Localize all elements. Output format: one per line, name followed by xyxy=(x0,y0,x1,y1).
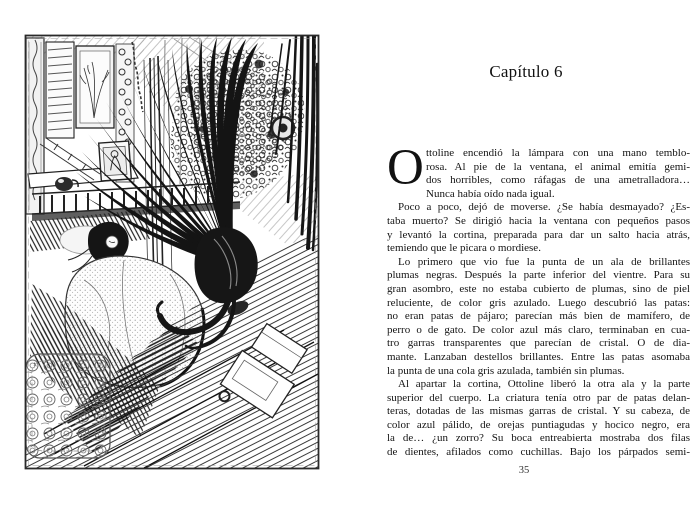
text-line: ttoline encendió la lámpara con una mano temblo- xyxy=(426,147,690,159)
text-line: mante. Lanzaban destellos brillantes. Entre las patas asomaba xyxy=(387,350,690,363)
text-line: plumas negras. Después la parte inferior del vientre. Para su xyxy=(387,269,690,282)
text-line: tro garras transparentes que parecían de cristal. O de dia- xyxy=(387,337,690,350)
book-illustration xyxy=(24,34,320,470)
text-line: taba muerto? Se dirigió hacia la ventana con pequeños pasos xyxy=(387,214,690,227)
text-line: y levantó la cortina, preparada para dar un salto hacia atrás, xyxy=(387,228,690,241)
text-line: color azul pálido, de orejas puntiagudas y hocico negro, era xyxy=(387,418,690,431)
page-number: 35 xyxy=(518,465,530,476)
text-line: la de… ¿un zorro? Su boca entreabierta mostraba dos filas xyxy=(387,432,690,445)
text-line: temiendo que le picara o mordiese. xyxy=(387,242,541,255)
text-line: superior del cuerpo. La criatura tenía otro par de patas delan- xyxy=(387,391,690,404)
text-line: teras, dotadas de las mismas garras de cristal. Y su cabeza, de xyxy=(387,405,690,418)
text-line: la punta de una cola gris azulada, también sin plumas. xyxy=(387,364,625,377)
text-line: Al apartar la cortina, Ottoline liberó la otra ala y la parte xyxy=(398,378,690,391)
text-line: dos horribles, como ráfagas de una ametralladora… xyxy=(426,174,690,187)
text-line: Nunca había oído nada igual. xyxy=(426,187,555,200)
text-line: reluciente, de color gris azulado. Luego descubrió las patas: xyxy=(387,296,690,309)
text-line: Poco a poco, dejó de moverse. ¿Se había desmayado? ¿Es- xyxy=(398,201,690,214)
body-text xyxy=(387,140,690,460)
text-line: no eran patas de pájaro; parecían más bien de mamífero, de xyxy=(387,310,690,323)
drop-cap: O xyxy=(387,140,424,196)
chapter-title: Capítulo 6 xyxy=(489,62,563,81)
text-line: Lo primero que vio fue la punta de un ala de brillantes xyxy=(398,255,690,268)
text-line: de dientes, afilados como cuchillas. Bajo los párpados semi- xyxy=(387,446,690,459)
text-line: perro o de gato. De color azul más claro, terminaban en cua- xyxy=(387,323,690,336)
text-line: rosa. Al pie de la ventana, el animal emitía gemi- xyxy=(426,160,690,173)
text-line: gran asombro, este no estaba cubierto de plumas, sino de piel xyxy=(387,282,690,295)
